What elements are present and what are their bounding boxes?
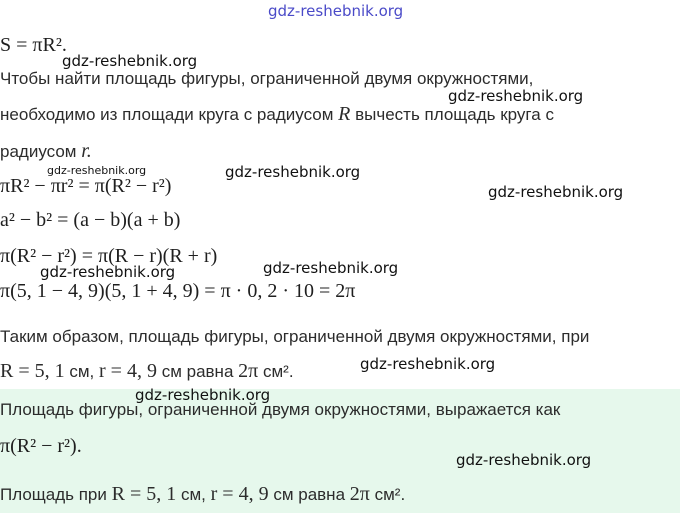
area-formula: S = πR². (0, 34, 67, 56)
watermark: gdz-reshebnik.org (448, 87, 584, 105)
watermark: gdz-reshebnik.org (360, 355, 496, 373)
math-line-4: π(5, 1 − 4, 9)(5, 1 + 4, 9) = π · 0, 2 · 10 = 2π (0, 280, 356, 302)
watermark-top: gdz-reshebnik.org (268, 2, 404, 20)
math-line-3: π(R² − r²) = π(R − r)(R + r) (0, 245, 218, 267)
paragraph1-line2: необходимо из площади круга с радиусом R вычесть площадь круга с (0, 103, 554, 125)
paragraph2-line2: R = 5, 1 см, r = 4, 9 см равна 2π см². (0, 360, 294, 382)
paragraph1-line1: Чтобы найти площадь фигуры, ограниченной двумя окружностями, (0, 69, 534, 88)
answer-line1: Площадь фигуры, ограниченной двумя окружностями, выражается как (0, 400, 561, 419)
watermark: gdz-reshebnik.org (47, 164, 147, 177)
watermark: gdz-reshebnik.org (456, 451, 592, 469)
paragraph2-line1: Таким образом, площадь фигуры, ограниченной двумя окружностями, при (0, 327, 590, 346)
answer-formula: π(R² − r²). (0, 435, 82, 457)
watermark: gdz-reshebnik.org (40, 263, 176, 281)
watermark: gdz-reshebnik.org (488, 183, 624, 201)
answer-line3: Площадь при R = 5, 1 см, r = 4, 9 см равна 2π см². (0, 483, 406, 505)
watermark: gdz-reshebnik.org (135, 386, 271, 404)
math-line-1: πR² − πr² = π(R² − r²) (0, 175, 172, 197)
watermark: gdz-reshebnik.org (62, 52, 198, 70)
paragraph1-line3: радиусом r. (0, 140, 92, 162)
watermark: gdz-reshebnik.org (263, 259, 399, 277)
math-line-2: a² − b² = (a − b)(a + b) (0, 209, 181, 231)
watermark: gdz-reshebnik.org (225, 163, 361, 181)
